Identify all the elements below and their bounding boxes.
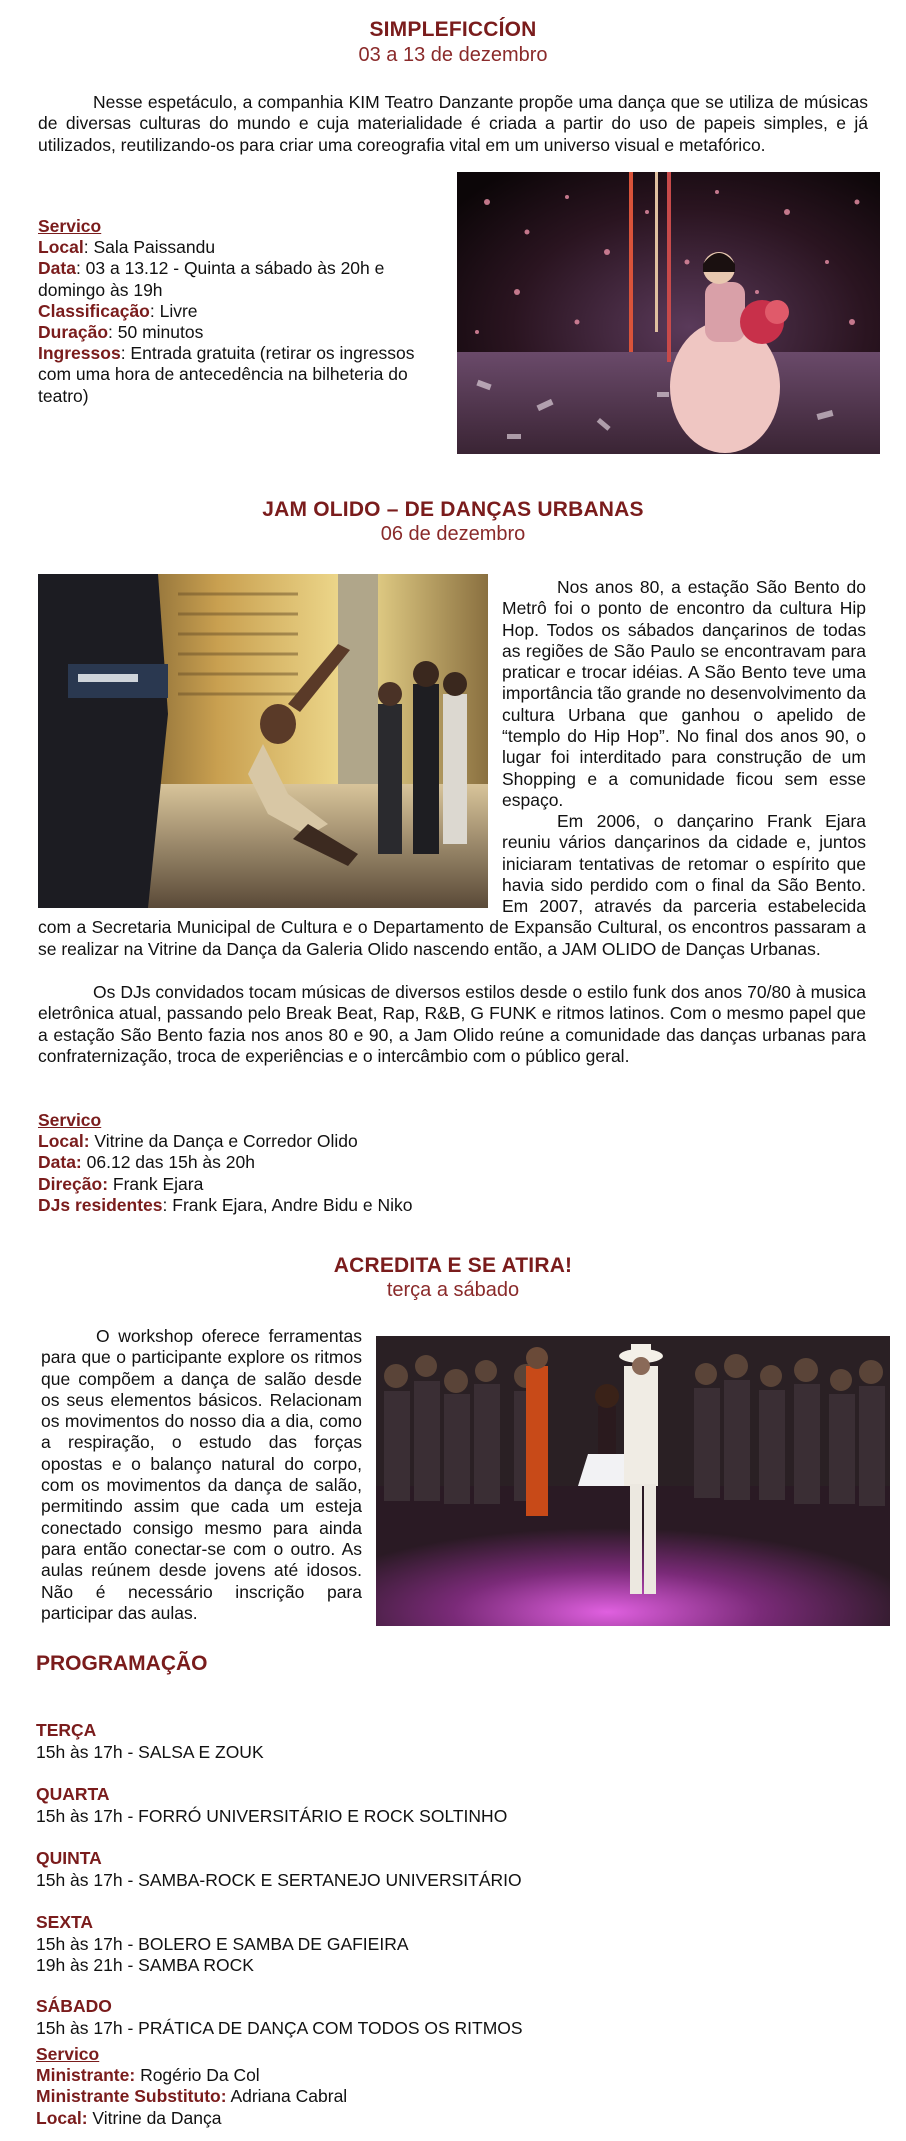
service-heading: Servico [36,2044,100,2064]
day-slot: 15h às 17h - SALSA E ZOUK [36,1741,264,1762]
programacao-title: PROGRAMAÇÃO [36,1652,208,1675]
service-value: Frank Ejara, Andre Bidu e Niko [172,1194,413,1215]
day-slot: 15h às 17h - SAMBA-ROCK E SERTANEJO UNIVERSITÁRIO [36,1869,522,1890]
service-separator: : [162,1194,173,1215]
service-value: 03 a 13.12 - Quinta a sábado às 20h e domingo às 19h [38,258,385,300]
day-name: QUARTA [36,1784,110,1804]
service-value: Livre [159,300,198,321]
service-label: Ingressos [38,343,121,364]
acredita-description: O workshop oferece ferramentas para que o participante explore os ritmos que compõem a dança de salão desde os seus elementos básicos. Relacionam os movimentos do nosso dia a dia, como a respiração, o estudo das forças opostas e o balanço natural do corpo, com os movimentos da dança de salão, permitindo assim que cada um esteja conectado consigo mesmo para ainda para então conectar-se com o outro. As aulas reúnem desde jovens até idosos. Não é necessário inscrição para participar das aulas. [41,1326,362,1623]
day-slot: 15h às 17h - BOLERO E SAMBA DE GAFIEIRA [36,1933,409,1954]
day-name: SEXTA [36,1912,94,1932]
service-item [38,1152,866,1173]
day-name: TERÇA [36,1720,97,1740]
simpleficcion-photo [457,172,880,454]
service-item [38,343,446,407]
service-value: Adriana Cabral [230,2086,348,2107]
service-item [38,237,446,258]
service-separator: : [75,258,86,279]
service-value: Vitrine da Dança e Corredor Olido [94,1131,358,1152]
service-value: Vitrine da Dança [92,2107,222,2128]
service-label: Ministrante: [36,2065,136,2086]
jam-olido-paragraph-2 [38,811,866,960]
day-name: QUINTA [36,1848,102,1868]
event-title-acredita: ACREDITA E SE ATIRA! [333,1254,573,1277]
service-label: Direção: [38,1173,109,1194]
service-value: Rogério Da Col [140,2065,260,2086]
service-item [38,1131,866,1152]
day-slot: 19h às 21h - SAMBA ROCK [36,1955,254,1975]
service-item [38,322,446,343]
service-items [36,2065,864,2129]
event-title-simpleficcion: SIMPLEFICCÍON [369,18,537,41]
service-items [38,1131,866,1216]
service-item [38,258,446,300]
service-item [36,2086,864,2107]
event-title-jam-olido: JAM OLIDO – DE DANÇAS URBANAS [262,498,644,521]
service-item [38,1195,866,1216]
service-value: Sala Paissandu [93,237,216,258]
jam-olido-paragraph-1: Nos anos 80, a estação São Bento do Metrô foi o ponto de encontro da cultura Hip Hop. Todos os sábados dançarinos de todas as regiões de São Paulo se encontravam para praticar e trocar idéias. A São Bento teve uma importância tão grande no desenvolvimento da cultura Urbana que ganhou o apelido de “templo do Hip Hop”. No final dos anos 90, o lugar foi interditado para construção de um Shopping e a comunidade ficou sem esse espaço. [502,577,866,810]
acredita-service [36,2044,864,2129]
service-value: 50 minutos [117,322,204,343]
service-separator: : [149,300,160,321]
programacao-day [36,1720,264,1763]
simpleficcion-service [38,216,446,407]
service-label: Duração [38,322,109,343]
acredita-photo [376,1336,890,1626]
programacao-day [36,1848,522,1891]
service-value: 06.12 das 15h às 20h [86,1152,255,1173]
jam-olido-paragraph-3: Os DJs convidados tocam músicas de diversos estilos desde o estilo funk dos anos 70/80 à musica eletrônica atual, passando pelo Break Beat, Rap, R&B, G FUNK e ritmos latinos. Com o mesmo papel que a estação São Bento fazia nos anos 80 e 90, a Jam Olido reúne a comunidade das danças urbanas para confraternização, troca de experiências e o intercâmbio com o público geral. [38,982,866,1066]
programacao-day [36,1996,523,2039]
jam-olido-service [38,1110,866,1216]
service-item [36,2108,864,2129]
service-label: DJs residentes [38,1194,163,1215]
service-separator: : [108,322,118,343]
programacao-day [36,1912,409,1977]
service-heading: Servico [38,1110,102,1130]
service-item [38,301,446,322]
photo-spacer [38,811,502,897]
service-items [38,237,446,407]
service-value: Frank Ejara [112,1173,204,1194]
service-label: Ministrante Substituto: [36,2086,227,2107]
service-separator: : [120,343,131,364]
service-label: Data: [38,1152,82,1173]
service-label: Local: [38,1131,90,1152]
day-slot: 15h às 17h - PRÁTICA DE DANÇA COM TODOS OS RITMOS [36,2017,523,2038]
service-label: Local [38,237,84,258]
service-item [36,2065,864,2086]
service-value: Entrada gratuita (retirar os ingressos com uma hora de antecedência na bilheteria do teatro) [38,343,415,406]
jam-olido-paragraph-2-text: Em 2006, o dançarino Frank Ejara reuniu vários dançarinos da cidade e, juntos iniciaram tentativas de retomar o espírito que havia sido perdido com o final da São Bento. Em 2007, através da parceria estabelecida com a Secretaria Municipal de Cultura e o Departamento de Expansão Cultural, os encontros passaram a se realizar na Vitrine da Dança da Galeria Olido nascendo então, a JAM OLIDO de Danças Urbanas. [38,811,866,959]
day-name: SÁBADO [36,1996,112,2016]
day-slot: 15h às 17h - FORRÓ UNIVERSITÁRIO E ROCK SOLTINHO [36,1805,508,1826]
service-item [38,1174,866,1195]
service-label: Data [38,258,76,279]
programacao-day [36,1784,507,1827]
service-label: Classificação [38,300,150,321]
event-date-acredita: terça a sábado [386,1279,520,1301]
service-separator: : [83,237,94,258]
service-label: Local: [36,2107,88,2128]
service-heading: Servico [38,216,102,236]
event-date-jam-olido: 06 de dezembro [380,523,526,545]
event-date-simpleficcion: 03 a 13 de dezembro [358,44,548,66]
simpleficcion-description: Nesse espetáculo, a companhia KIM Teatro Danzante propõe uma dança que se utiliza de músicas de diversas culturas do mundo e cuja materialidade é criada a partir do uso de papeis simples, e já utilizados, reutilizando-os para criar uma coreografia vital em um universo visual e metafórico. [38,92,868,155]
